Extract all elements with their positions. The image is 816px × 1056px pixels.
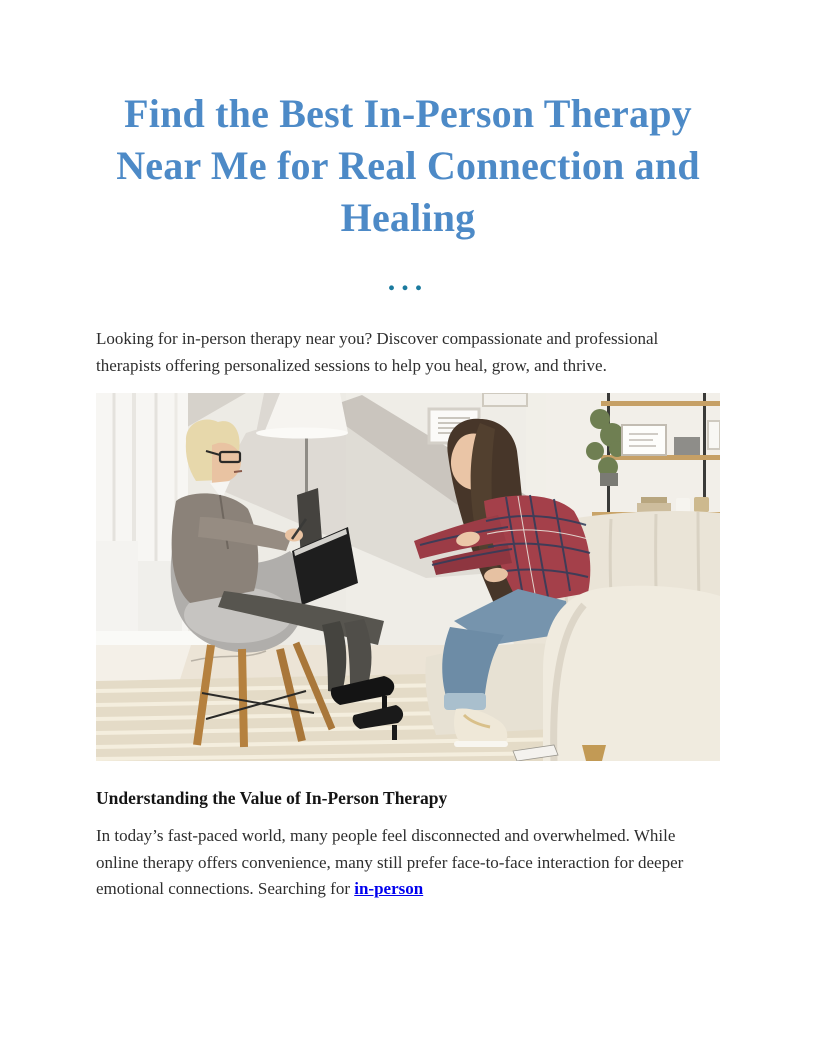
section-heading: Understanding the Value of In-Person Therapy [96,788,448,808]
therapy-session-illustration [96,393,720,761]
section-paragraph [96,823,720,903]
intro-paragraph: Looking for in-person therapy near you? Discover compassionate and professional therapists offering personalized sessions to help you heal, grow, and thrive. [96,329,659,375]
section-break-dots: ... [387,264,429,297]
therapist-blazer [172,493,259,603]
therapy-session-photo [96,393,720,761]
in-person-link[interactable]: in-person [354,879,424,898]
photo-sofa-armrest [543,586,720,761]
page-title: Find the Best In-Person Therapy Near Me for Real Connection and Healing [116,91,700,240]
section-paragraph-text: In today’s fast-paced world, many people feel disconnected and overwhelmed. While online therapy offers convenience, many still prefer face-to-face interaction for deeper emotional connections. Searching for [96,826,684,898]
sofa-leg [582,745,606,761]
jeans-cuff [444,693,486,710]
